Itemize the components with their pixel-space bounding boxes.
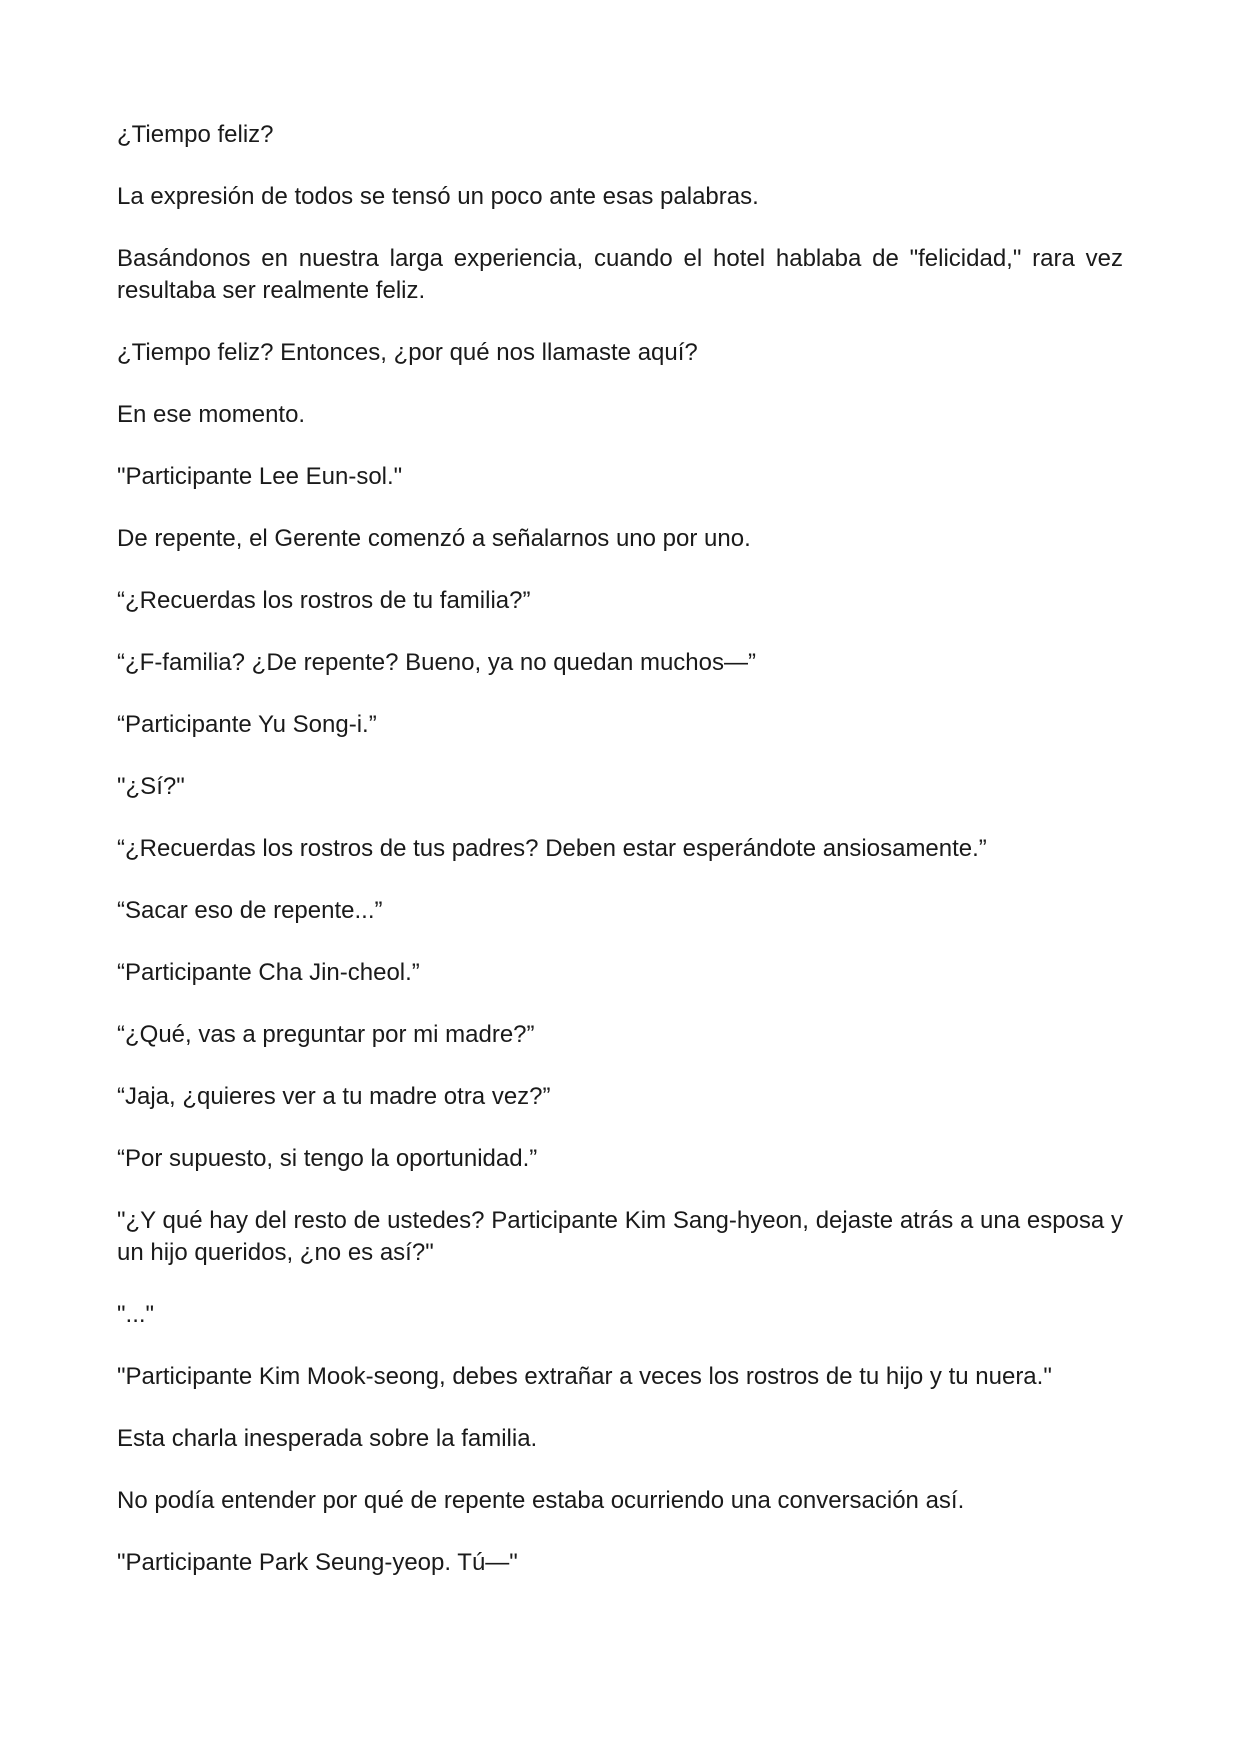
paragraph: “Jaja, ¿quieres ver a tu madre otra vez?” [117, 1083, 551, 1110]
paragraph: "¿Sí?" [117, 773, 185, 800]
paragraph: En ese momento. [117, 401, 306, 428]
paragraph: No podía entender por qué de repente estaba ocurriendo una conversación así. [117, 1487, 965, 1514]
paragraph: “Participante Yu Song-i.” [117, 711, 377, 738]
paragraph: Esta charla inesperada sobre la familia. [117, 1425, 538, 1452]
paragraph: “¿F-familia? ¿De repente? Bueno, ya no quedan muchos—” [117, 649, 756, 676]
paragraph: "¿Y qué hay del resto de ustedes? Participante Kim Sang-hyeon, dejaste atrás a una esposa y un hijo queridos, ¿no es así?" [117, 1207, 1123, 1266]
paragraph: “¿Recuerdas los rostros de tu familia?” [117, 587, 531, 614]
paragraph: “¿Recuerdas los rostros de tus padres? Deben estar esperándote ansiosamente.” [117, 835, 987, 862]
paragraph: Basándonos en nuestra larga experiencia, cuando el hotel hablaba de "felicidad," rara vez resultaba ser realmente feliz. [117, 245, 1123, 304]
paragraph: ¿Tiempo feliz? Entonces, ¿por qué nos llamaste aquí? [117, 339, 698, 366]
paragraph: "..." [117, 1301, 155, 1328]
paragraph: De repente, el Gerente comenzó a señalarnos uno por uno. [117, 525, 751, 552]
paragraph: "Participante Lee Eun-sol." [117, 463, 403, 490]
paragraph: La expresión de todos se tensó un poco ante esas palabras. [117, 183, 759, 210]
paragraph: "Participante Kim Mook-seong, debes extrañar a veces los rostros de tu hijo y tu nuera." [117, 1363, 1052, 1390]
paragraph: "Participante Park Seung-yeop. Tú—" [117, 1549, 518, 1576]
body-text [117, 119, 1123, 1609]
paragraph: “Participante Cha Jin-cheol.” [117, 959, 420, 986]
paragraph: “¿Qué, vas a preguntar por mi madre?” [117, 1021, 535, 1048]
paragraph: ¿Tiempo feliz? [117, 121, 274, 148]
paragraph: “Sacar eso de repente...” [117, 897, 383, 924]
paragraph: “Por supuesto, si tengo la oportunidad.” [117, 1145, 538, 1172]
